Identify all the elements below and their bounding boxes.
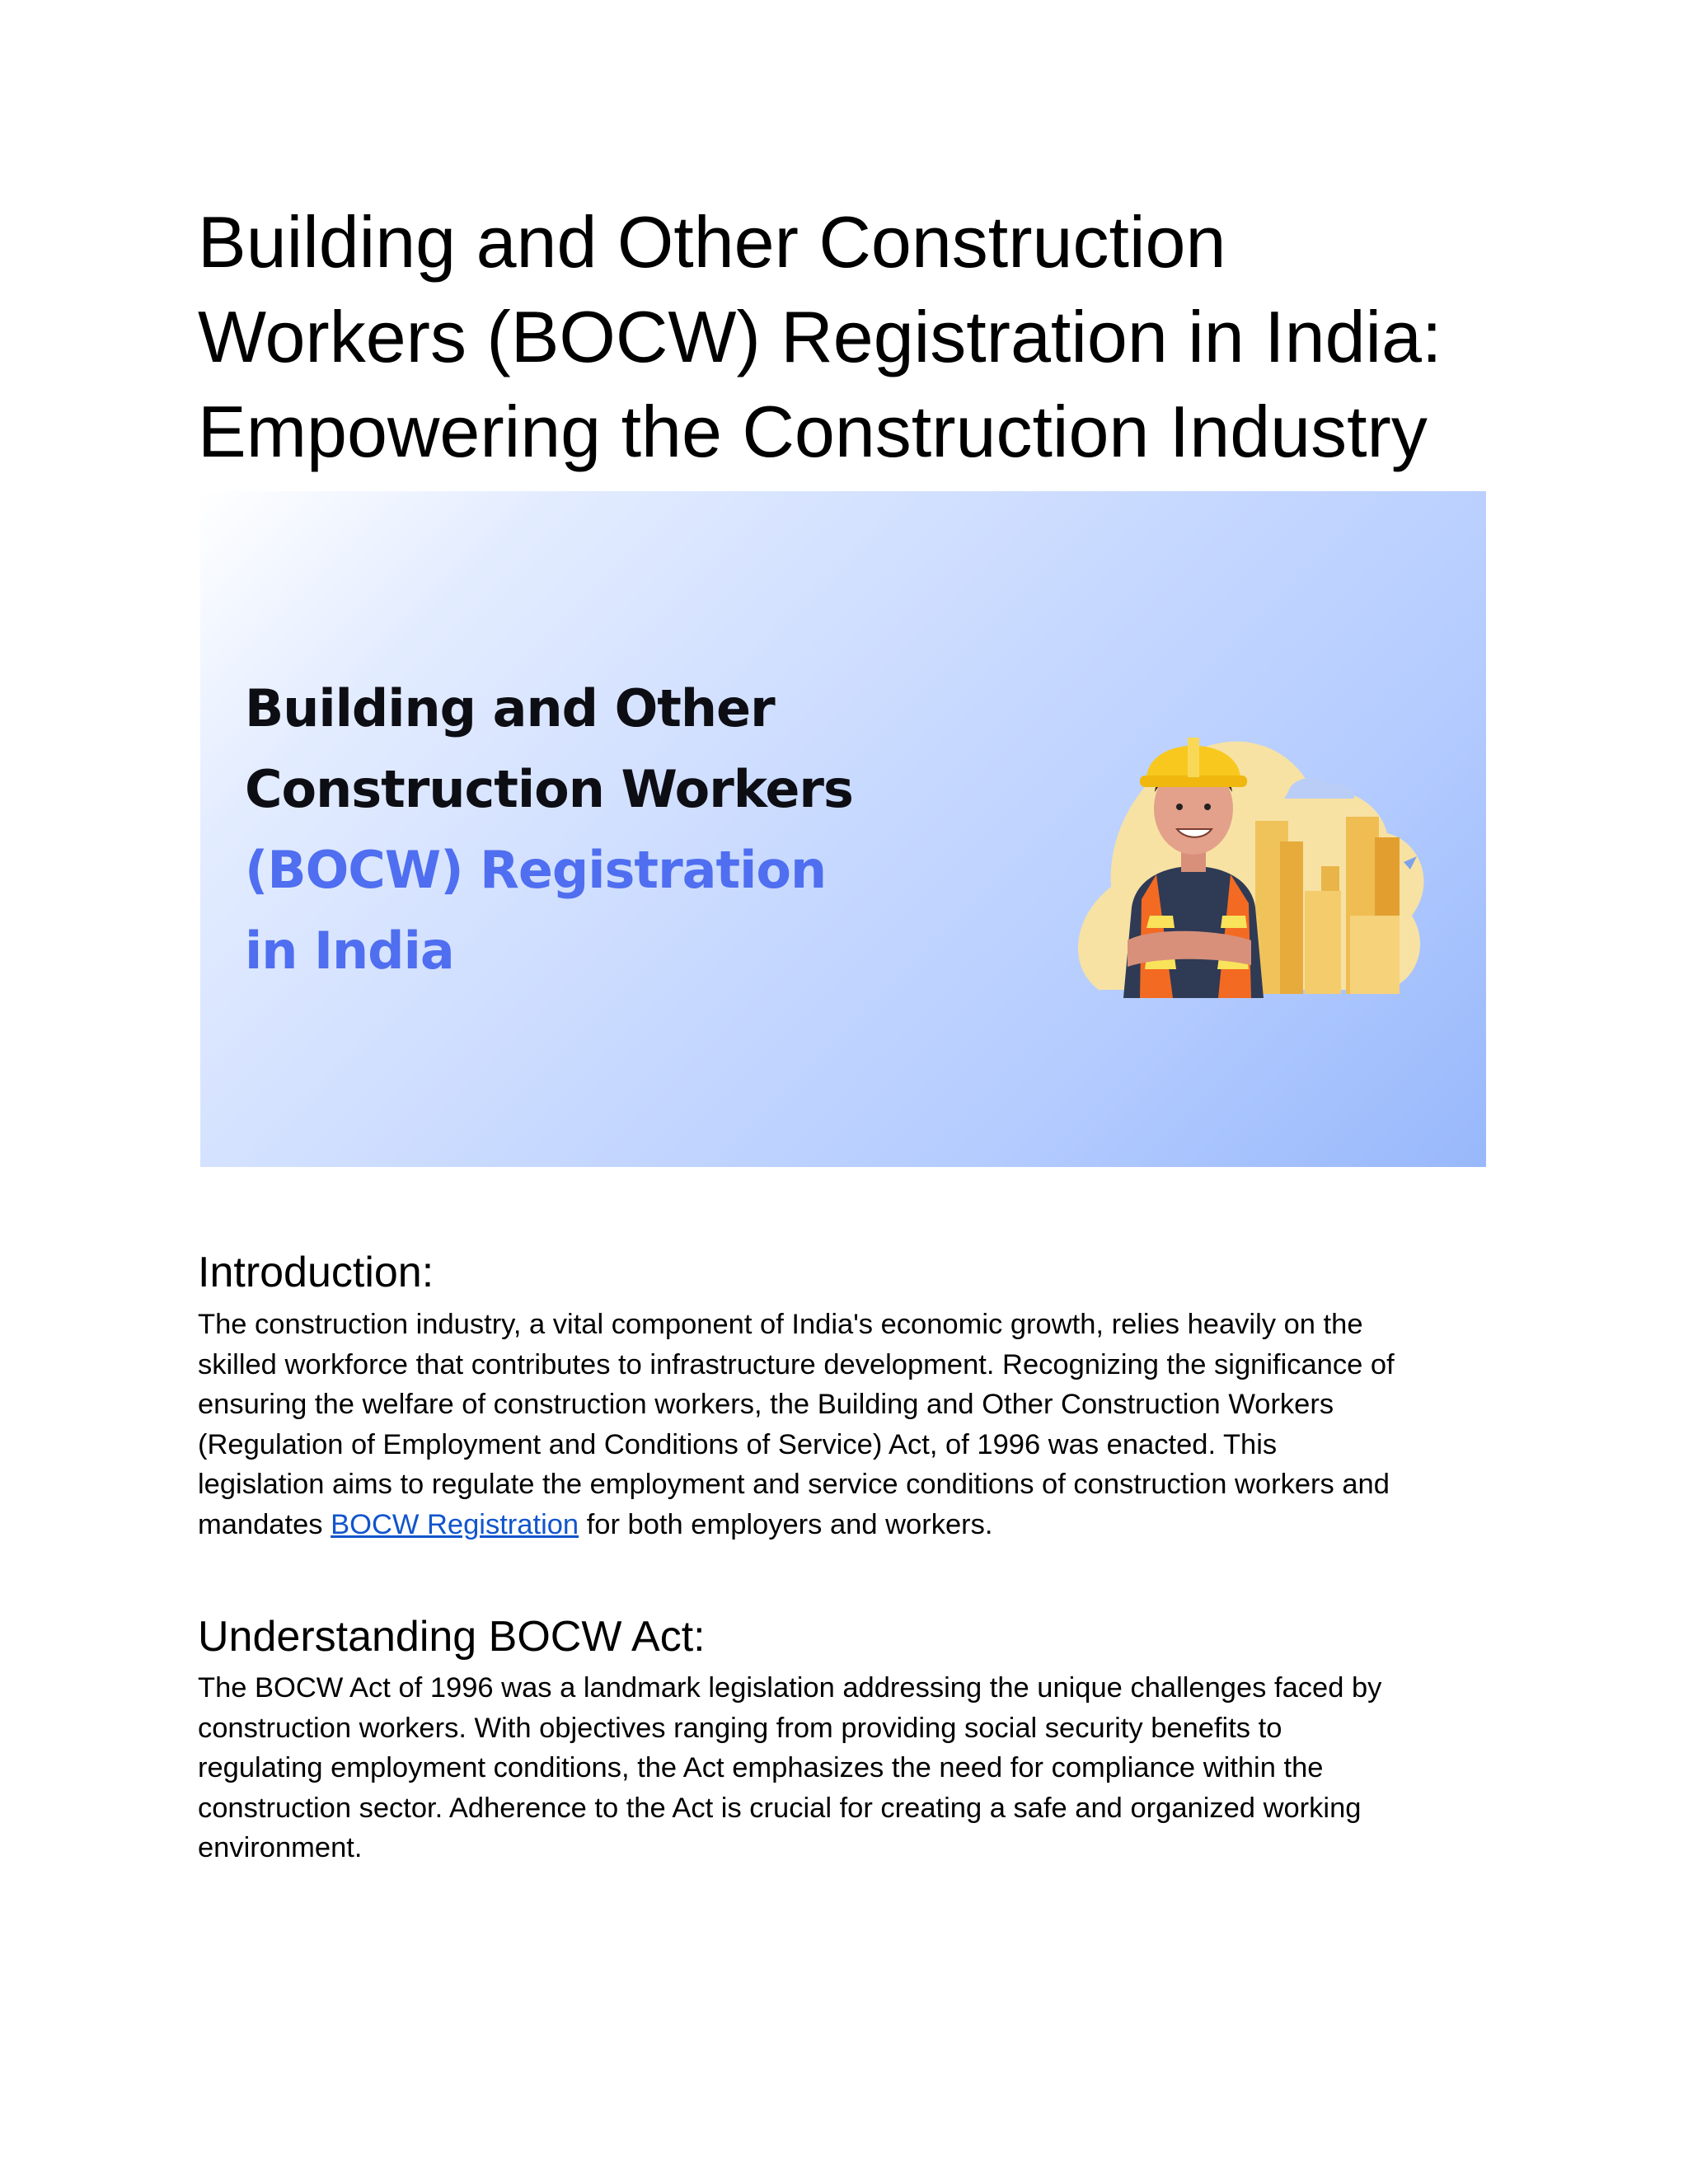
eye (1176, 804, 1183, 810)
hard-hat-ridge (1188, 738, 1199, 777)
paragraph-line: The BOCW Act of 1996 was a landmark legislation addressing the unique challenges faced by (198, 1672, 1382, 1704)
title-line-2: Workers (BOCW) Registration in India: (198, 296, 1442, 377)
paragraph-line: construction sector. Adherence to the Act is crucial for creating a safe and organized working (198, 1792, 1362, 1824)
banner-line-3: (BOCW) Registration (245, 840, 827, 900)
paragraph-line-with-link (198, 1505, 1517, 1545)
understanding-paragraph (198, 1668, 1517, 1868)
banner-line-4: in India (245, 921, 454, 981)
hero-banner-image (200, 491, 1486, 1167)
paragraph-line: (Regulation of Employment and Conditions of Service) Act, of 1996 was enacted. This (198, 1428, 1278, 1460)
paragraph-line: environment. (198, 1832, 363, 1863)
vest-stripe (1146, 916, 1175, 928)
building-icon (1280, 841, 1303, 994)
banner-line-1: Building and Other (245, 678, 775, 738)
building-icon (1350, 916, 1400, 994)
building-icon (1321, 866, 1339, 891)
bocw-registration-link[interactable]: BOCW Registration (331, 1508, 579, 1540)
title-line-1: Building and Other Construction (198, 201, 1226, 283)
construction-worker-illustration-icon (1049, 668, 1445, 998)
eye (1204, 804, 1211, 810)
section-heading-introduction: Introduction: (198, 1249, 434, 1296)
document-title (198, 194, 1517, 479)
paragraph-line: legislation aims to regulate the employment and service conditions of construction workers and (198, 1469, 1390, 1500)
section-heading-understanding-bocw-act: Understanding BOCW Act: (198, 1613, 706, 1661)
text-before-link: mandates (198, 1508, 331, 1540)
banner-heading (245, 668, 853, 991)
hard-hat-brim (1140, 776, 1247, 787)
banner-line-2: Construction Workers (245, 759, 853, 819)
paragraph-line: construction workers. With objectives ranging from providing social security benefits to (198, 1712, 1282, 1744)
paragraph-line: skilled workforce that contributes to infrastructure development. Recognizing the significance of (198, 1348, 1395, 1380)
text-after-link: for both employers and workers. (579, 1508, 993, 1540)
paragraph-line: The construction industry, a vital component of India's economic growth, relies heavily on the (198, 1309, 1363, 1340)
introduction-paragraph (198, 1305, 1517, 1544)
paragraph-line: ensuring the welfare of construction workers, the Building and Other Construction Workers (198, 1389, 1334, 1420)
building-icon (1305, 891, 1341, 994)
vest-stripe (1221, 916, 1247, 928)
title-line-3: Empowering the Construction Industry (198, 391, 1428, 472)
paragraph-line: regulating employment conditions, the Act emphasizes the need for compliance within the (198, 1752, 1324, 1783)
